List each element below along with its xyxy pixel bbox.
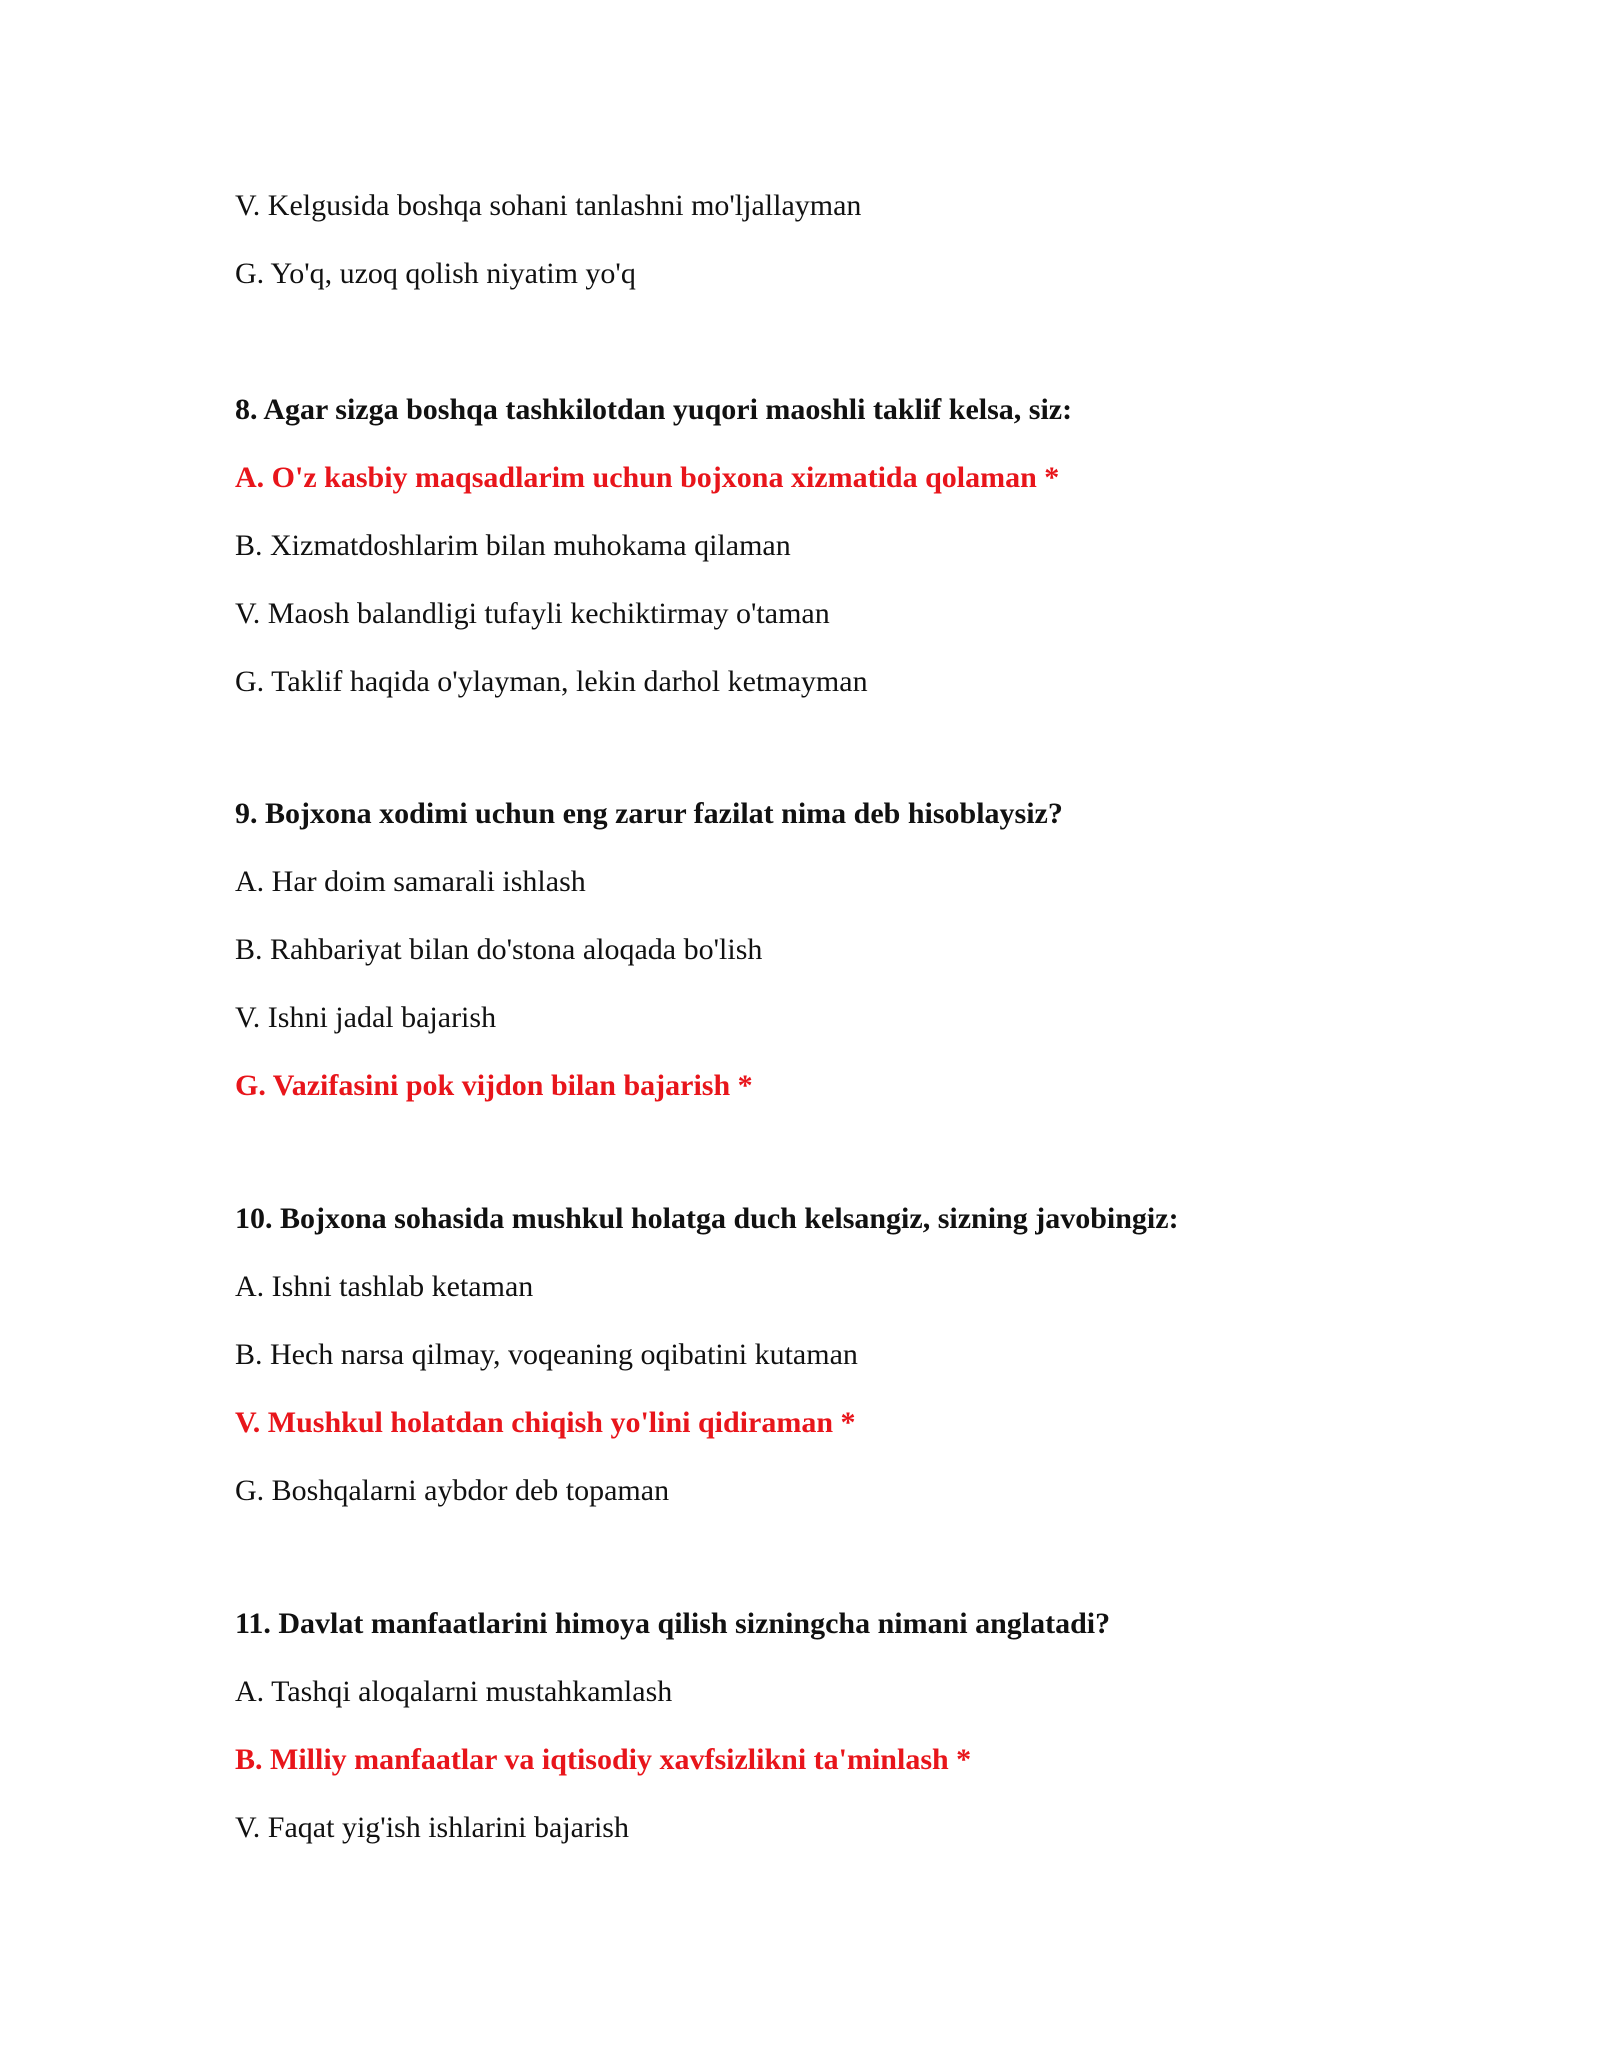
option-b-correct: B. Milliy manfaatlar va iqtisodiy xavfsizlikni ta'minlash * xyxy=(235,1743,972,1776)
question-10 xyxy=(235,1185,1435,1525)
option-b: B. Rahbariyat bilan do'stona aloqada bo'lish xyxy=(235,933,763,966)
option-a: A. Har doim samarali ishlash xyxy=(235,865,586,898)
question-11 xyxy=(235,1590,1435,1862)
option-g-correct: G. Vazifasini pok vijdon bilan bajarish * xyxy=(235,1069,753,1102)
option-a: A. Tashqi aloqalarni mustahkamlash xyxy=(235,1675,673,1708)
option-g: G. Taklif haqida o'ylayman, lekin darhol ketmayman xyxy=(235,665,868,698)
option-v: V. Ishni jadal bajarish xyxy=(235,1001,497,1034)
question-text: 10. Bojxona sohasida mushkul holatga duch kelsangiz, sizning javobingiz: xyxy=(235,1202,1179,1235)
question-text: 9. Bojxona xodimi uchun eng zarur fazilat nima deb hisoblaysiz? xyxy=(235,797,1063,830)
option-g: G. Boshqalarni aybdor deb topaman xyxy=(235,1474,670,1507)
option-g: G. Yo'q, uzoq qolish niyatim yo'q xyxy=(235,257,636,290)
question-text: 11. Davlat manfaatlarini himoya qilish sizningcha nimani anglatadi? xyxy=(235,1607,1111,1640)
intro-options xyxy=(235,172,1435,308)
option-v: V. Maosh balandligi tufayli kechiktirmay o'taman xyxy=(235,597,830,630)
option-a: A. Ishni tashlab ketaman xyxy=(235,1270,534,1303)
option-b: B. Xizmatdoshlarim bilan muhokama qilaman xyxy=(235,529,791,562)
option-a-correct: A. O'z kasbiy maqsadlarim uchun bojxona xizmatida qolaman * xyxy=(235,461,1060,494)
question-9 xyxy=(235,780,1435,1120)
question-8 xyxy=(235,376,1435,716)
option-v-correct: V. Mushkul holatdan chiqish yo'lini qidiraman * xyxy=(235,1406,856,1439)
option-b: B. Hech narsa qilmay, voqeaning oqibatini kutaman xyxy=(235,1338,858,1371)
option-v: V. Faqat yig'ish ishlarini bajarish xyxy=(235,1811,629,1844)
question-text: 8. Agar sizga boshqa tashkilotdan yuqori maoshli taklif kelsa, siz: xyxy=(235,393,1073,426)
option-v: V. Kelgusida boshqa sohani tanlashni mo'ljallayman xyxy=(235,189,862,222)
